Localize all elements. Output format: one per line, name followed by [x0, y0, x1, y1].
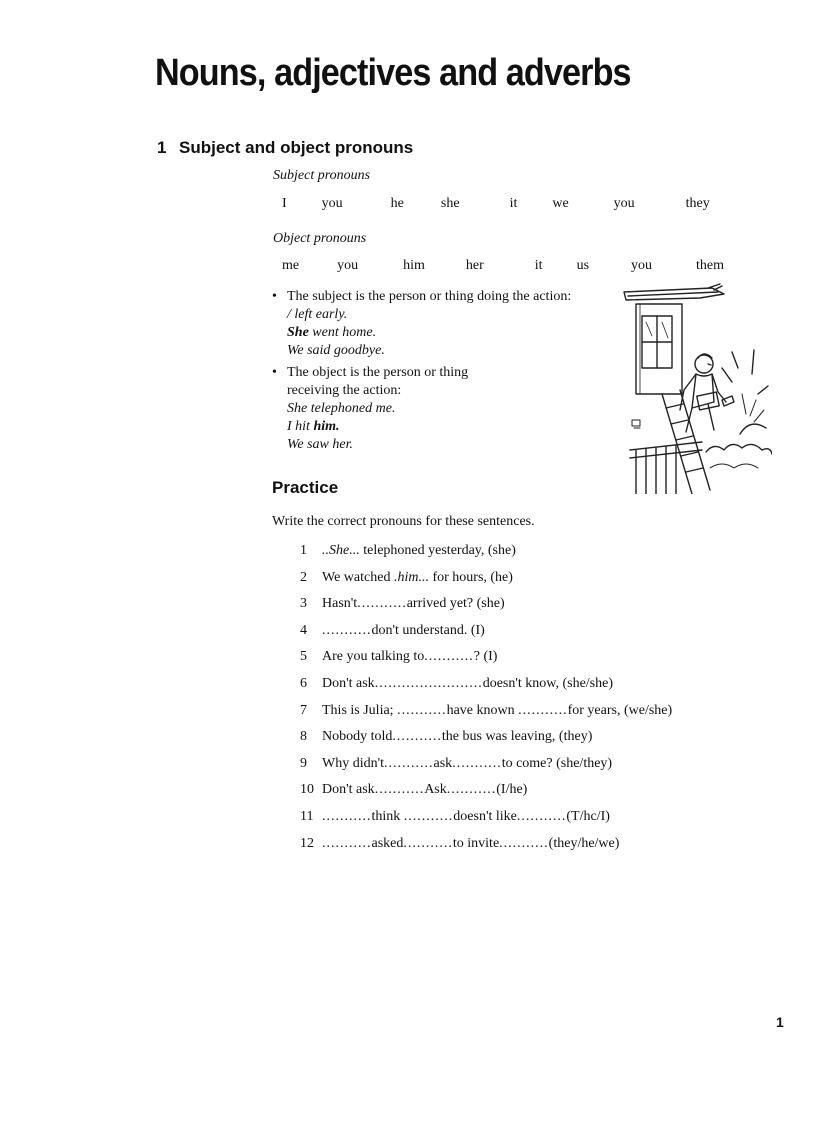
bullet-text-line: receiving the action:: [287, 383, 402, 398]
question-text: doesn't like: [453, 809, 517, 824]
question-text: doesn't know, (she/she): [482, 676, 614, 691]
example-sentence: [272, 306, 571, 324]
subject-pronoun-1: I: [282, 196, 287, 211]
subject-pronoun-3: he: [390, 196, 404, 211]
object-pronouns-row: [282, 258, 724, 274]
subject-pronoun-5: it: [509, 196, 518, 211]
question-text: have known: [446, 702, 519, 718]
example-sentence: [272, 418, 468, 436]
answer-blank[interactable]: ...........: [403, 835, 453, 851]
emphasized-pronoun: She: [287, 325, 309, 340]
question-12: [300, 836, 619, 852]
subject-pronoun-2: you: [321, 196, 343, 211]
question-number: 5: [300, 649, 307, 665]
object-pronouns-label: Object pronouns: [273, 231, 367, 246]
object-pronoun-6: us: [576, 258, 590, 273]
answer-blank[interactable]: ...........: [452, 755, 502, 771]
example-text: We said goodbye.: [287, 343, 385, 358]
emphasized-pronoun: him.: [313, 419, 340, 434]
bullet-object-explanation: [272, 364, 468, 454]
question-8: [300, 729, 592, 745]
subject-pronoun-6: we: [552, 196, 569, 211]
subject-pronoun-7: you: [613, 196, 635, 211]
question-text: telephoned yesterday, (she): [359, 543, 516, 558]
subject-pronouns-label: Subject pronouns: [273, 168, 371, 183]
question-2: [300, 570, 513, 586]
question-3: [300, 596, 505, 612]
example-text: / left early.: [287, 307, 348, 322]
question-number: 9: [300, 755, 307, 771]
object-pronoun-1: me: [282, 258, 300, 273]
question-text: asked: [371, 835, 404, 851]
answer-blank[interactable]: ...........: [322, 622, 372, 638]
answer-blank[interactable]: ...........: [424, 649, 474, 665]
question-number: 11: [300, 809, 314, 824]
question-number: 2: [300, 569, 307, 585]
example-sentence: [272, 324, 571, 342]
object-pronoun-4: her: [465, 258, 484, 273]
example-sentence: [272, 400, 468, 418]
answer-blank[interactable]: ...........: [384, 755, 434, 771]
answer-blank[interactable]: ...........: [518, 702, 568, 718]
question-text: Hasn't: [322, 596, 358, 612]
example-sentence: [272, 342, 571, 360]
practice-heading: Practice: [272, 478, 339, 497]
question-text: .him...: [393, 569, 429, 585]
question-7: [300, 703, 672, 719]
page-number: 1: [776, 1014, 784, 1030]
example-text: went home.: [308, 325, 377, 340]
question-5: [300, 649, 497, 665]
object-pronoun-2: you: [337, 258, 359, 273]
bullet-text-line: • The subject is the person or thing doing the action:: [272, 288, 571, 306]
section-heading: [157, 138, 413, 158]
object-pronoun-3: him: [403, 258, 425, 273]
question-text: for hours, (he): [428, 569, 513, 585]
example-sentence: [272, 436, 468, 454]
example-text: I hit: [287, 419, 314, 434]
example-text: She telephoned me.: [287, 401, 396, 416]
question-text: to come? (she/they): [501, 755, 613, 771]
answer-blank[interactable]: ...........: [357, 596, 407, 612]
question-text: Don't ask: [322, 782, 375, 798]
question-text: ..She...: [322, 543, 360, 558]
question-text: Don't ask: [322, 676, 375, 691]
answer-blank[interactable]: ...........: [322, 809, 372, 824]
object-pronoun-5: it: [534, 258, 543, 273]
question-text: ? (I): [473, 649, 498, 665]
question-10: [300, 782, 527, 798]
object-pronoun-8: them: [696, 258, 725, 273]
question-9: [300, 756, 612, 772]
answer-blank[interactable]: ...........: [499, 835, 549, 851]
bullet-text-line: • The object is the person or thing: [272, 364, 468, 382]
answer-blank[interactable]: ...........: [403, 809, 454, 824]
bullet-subject-explanation: [272, 288, 571, 360]
question-text: (they/he/we): [548, 835, 620, 851]
question-number: 12: [300, 835, 314, 851]
question-text: ask: [433, 755, 453, 771]
question-number: 10: [300, 782, 314, 798]
subject-pronoun-8: they: [685, 196, 710, 211]
question-text: This is Julia;: [322, 702, 398, 718]
man-climbing-ladder-illustration: [622, 282, 772, 494]
question-text: for years, (we/she): [567, 702, 673, 718]
answer-blank[interactable]: ........................: [374, 676, 483, 691]
question-text: Nobody told: [322, 729, 393, 745]
question-number: 4: [300, 622, 307, 638]
question-text: (T/hc/I): [566, 809, 610, 824]
object-pronoun-7: you: [631, 258, 653, 273]
subject-pronouns-row: [282, 196, 710, 212]
question-number: 1: [300, 543, 307, 558]
question-number: 8: [300, 729, 307, 745]
answer-blank[interactable]: ...........: [374, 782, 425, 798]
answer-blank[interactable]: ...........: [516, 809, 567, 824]
question-6: [300, 676, 613, 692]
question-text: think: [371, 809, 404, 824]
section-title: Subject and object pronouns: [179, 138, 414, 157]
question-text: to invite: [452, 835, 500, 851]
example-text: We saw her.: [287, 437, 353, 452]
question-number: 3: [300, 596, 307, 612]
question-number: 6: [300, 676, 307, 691]
answer-blank[interactable]: ...........: [397, 702, 447, 718]
question-11: [300, 809, 610, 825]
question-text: don't understand. (I): [371, 622, 485, 638]
question-text: (I/he): [496, 782, 528, 798]
section-number: 1: [157, 138, 167, 157]
question-text: We watched: [322, 569, 394, 585]
answer-blank[interactable]: ...........: [322, 835, 372, 851]
question-text: Ask: [424, 782, 447, 798]
question-text: arrived yet? (she): [406, 596, 505, 612]
question-text: Are you talking to: [322, 649, 425, 665]
answer-blank[interactable]: ...........: [392, 729, 442, 745]
question-4: [300, 623, 485, 639]
subject-pronoun-4: she: [440, 196, 460, 211]
page-title: Nouns, adjectives and adverbs: [155, 52, 631, 94]
question-text: Why didn't: [322, 755, 385, 771]
answer-blank[interactable]: ...........: [446, 782, 497, 798]
question-text: the bus was leaving, (they): [441, 729, 593, 745]
question-number: 7: [300, 702, 307, 718]
practice-instruction: Write the correct pronouns for these sentences.: [272, 514, 535, 529]
question-1: [300, 543, 516, 559]
